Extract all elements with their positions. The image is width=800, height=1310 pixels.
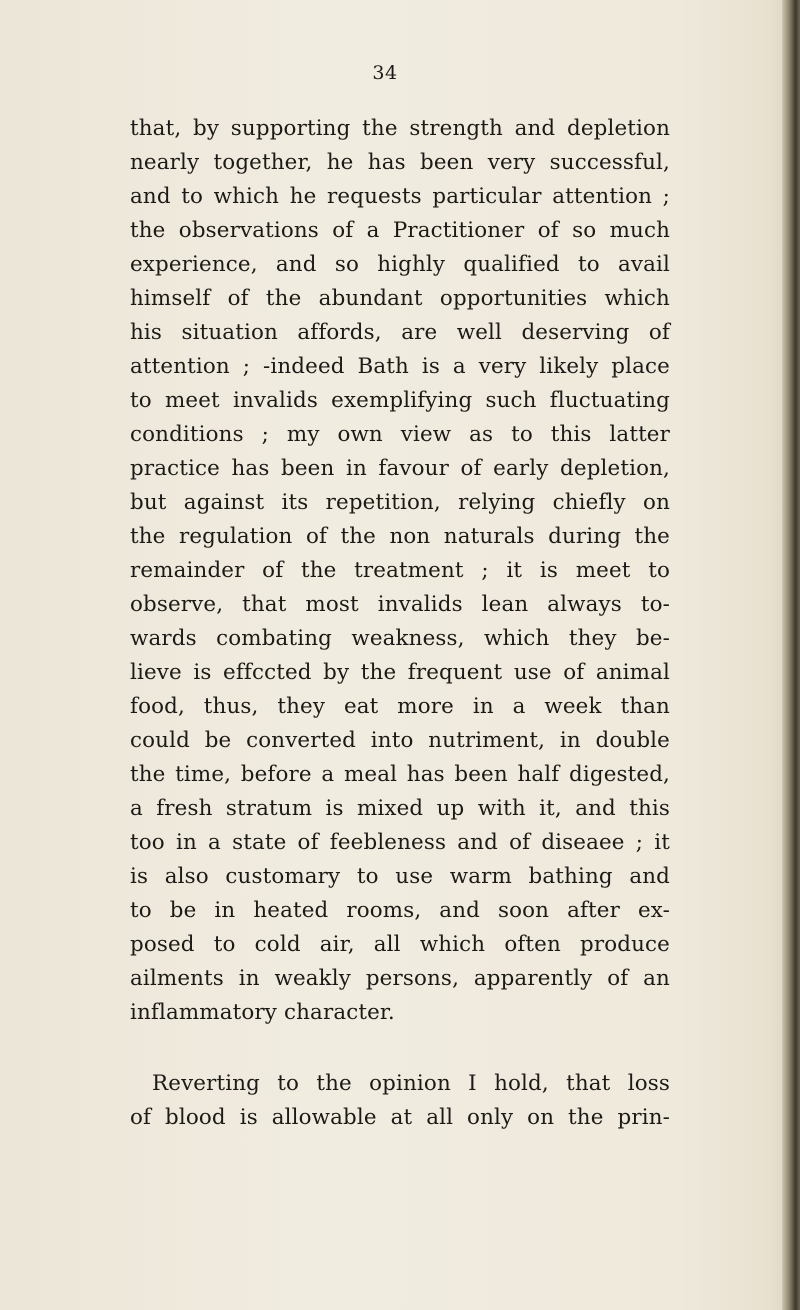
text-line: the regulation of the non naturals during the — [130, 524, 670, 549]
text-line: food, thus, they eat more in a week than — [130, 694, 670, 719]
text-line: posed to cold air, all which often produce — [130, 932, 670, 957]
text-line: his situation affords, are well deserving of — [130, 320, 670, 345]
body-text — [130, 112, 670, 1135]
paragraph-gap — [130, 1030, 670, 1067]
page-binding-edge — [782, 0, 800, 1310]
paragraph-2 — [130, 1067, 670, 1135]
text-line: practice has been in favour of early depletion, — [130, 456, 670, 481]
text-line: of blood is allowable at all only on the prin- — [130, 1105, 670, 1130]
text-line: a fresh stratum is mixed up with it, and this — [130, 796, 670, 821]
page-number: 34 — [372, 62, 398, 84]
text-line: is also customary to use warm bathing and — [130, 864, 670, 889]
text-line: lieve is effccted by the frequent use of animal — [130, 660, 670, 685]
text-line: ailments in weakly persons, apparently of an — [130, 966, 670, 991]
text-line: nearly together, he has been very successful, — [130, 150, 670, 175]
text-line: could be converted into nutriment, in double — [130, 728, 670, 753]
text-line: Reverting to the opinion I hold, that loss — [152, 1071, 670, 1096]
text-line: attention ; -indeed Bath is a very likely place — [130, 354, 670, 379]
paragraph-1 — [130, 112, 670, 1030]
text-line: conditions ; my own view as to this latter — [130, 422, 670, 447]
text-line: too in a state of feebleness and of diseaee ; it — [130, 830, 670, 855]
text-line: the observations of a Practitioner of so much — [130, 218, 670, 243]
text-line: and to which he requests particular attention ; — [130, 184, 670, 209]
text-line: experience, and so highly qualified to avail — [130, 252, 670, 277]
text-line: to meet invalids exemplifying such fluctuating — [130, 388, 670, 413]
text-line: inflammatory character. — [130, 1000, 395, 1025]
text-line: the time, before a meal has been half digested, — [130, 762, 670, 787]
text-line: remainder of the treatment ; it is meet to — [130, 558, 670, 583]
text-line: that, by supporting the strength and depletion — [130, 116, 670, 141]
text-line: observe, that most invalids lean always to- — [130, 592, 670, 617]
text-line: himself of the abundant opportunities which — [130, 286, 670, 311]
text-line: but against its repetition, relying chiefly on — [130, 490, 670, 515]
text-line: wards combating weakness, which they be- — [130, 626, 670, 651]
text-line: to be in heated rooms, and soon after ex- — [130, 898, 670, 923]
